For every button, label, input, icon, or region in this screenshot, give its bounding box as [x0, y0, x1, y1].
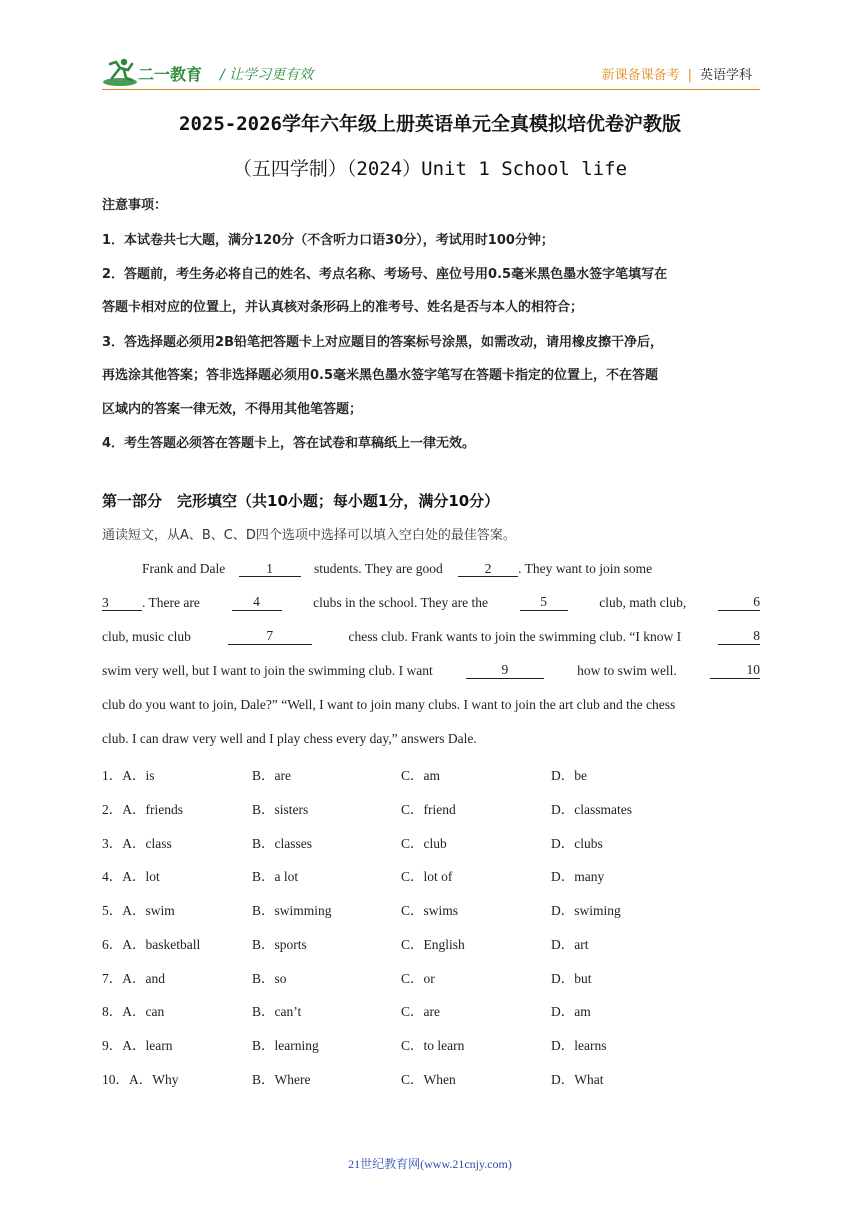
note-line: 1．本试卷共七大题，满分120分（不含听力口语30分），考试用时100分钟； — [102, 233, 554, 248]
option-d: D．many — [551, 869, 605, 884]
option-b: B．can’t — [252, 1004, 302, 1019]
passage-text: Frank and Dale — [142, 561, 226, 576]
page-header — [102, 56, 760, 90]
option-c: C．When — [401, 1072, 456, 1087]
note-line: 再选涂其他答案；答非选择题必须用0.5毫米黑色墨水签字笔写在答题卡指定的位置上，不在答题 — [102, 368, 659, 383]
option-b: B．sports — [252, 937, 307, 952]
option-d: D．be — [551, 768, 587, 783]
header-subject — [602, 64, 752, 83]
blank-10: 10 — [710, 663, 760, 679]
option-d: D．What — [551, 1072, 604, 1087]
option-a: 10．A．Why — [102, 1072, 179, 1087]
question-row — [102, 764, 762, 784]
passage-text: clubs in the school. They are the — [313, 595, 488, 610]
option-a: 3．A．class — [102, 836, 172, 851]
blank-2: 2 — [458, 562, 518, 577]
passage-text: club, music club — [102, 629, 191, 644]
option-a: 7．A．and — [102, 971, 165, 986]
question-row — [102, 967, 762, 987]
blank-3: 3 — [102, 596, 142, 611]
passage-text: . They want to join some — [518, 561, 653, 576]
passage-line — [102, 629, 760, 645]
option-c: C．English — [401, 937, 465, 952]
question-row — [102, 865, 762, 885]
question-row — [102, 832, 762, 852]
option-d: D．clubs — [551, 836, 603, 851]
option-b: B．so — [252, 971, 287, 986]
option-c: C．club — [401, 836, 447, 851]
passage-text: chess club. Frank wants to join the swimming club. “I know I — [348, 629, 682, 644]
option-d: D．swiming — [551, 903, 621, 918]
option-d: D．am — [551, 1004, 591, 1019]
question-row — [102, 1034, 762, 1054]
option-b: B．learning — [252, 1038, 319, 1053]
option-a: 1．A．is — [102, 768, 155, 783]
passage-line: club do you want to join, Dale?” “Well, I want to join many clubs. I want to join the art club and the chess — [102, 697, 676, 712]
passage-text: club, math club, — [599, 595, 687, 610]
option-c: C．are — [401, 1004, 440, 1019]
section-instruction: 通读短文，从A、B、C、D四个选项中选择可以填入空白处的最佳答案。 — [102, 528, 516, 543]
question-row — [102, 798, 762, 818]
option-a: 5．A．swim — [102, 903, 175, 918]
option-a: 9．A．learn — [102, 1038, 173, 1053]
blank-5: 5 — [520, 595, 568, 611]
header-course: 新课备课备考 — [601, 68, 680, 83]
option-c: C．swims — [401, 903, 459, 918]
passage-line — [102, 561, 760, 577]
option-b: B．a lot — [252, 869, 299, 884]
note-line: 答题卡相对应的位置上，并认真核对条形码上的准考号、姓名是否与本人的相符合； — [102, 300, 584, 315]
header-divider — [102, 89, 760, 90]
passage-line — [102, 663, 760, 679]
header-separator: | — [687, 68, 692, 83]
option-c: C．friend — [401, 802, 456, 817]
section-title: 第一部分 完形填空（共10小题；每小题1分，满分10分） — [102, 492, 500, 510]
passage-text: . There are — [142, 595, 200, 610]
passage-text: swim very well, but I want to join the swimming club. I want — [102, 663, 433, 678]
blank-7: 7 — [228, 629, 312, 645]
passage-line: club. I can draw very well and I play chess every day,” answers Dale. — [102, 731, 477, 746]
option-d: D．art — [551, 937, 589, 952]
page-subtitle: （五四学制）（2024）Unit 1 School life — [232, 158, 628, 180]
option-a: 2．A．friends — [102, 802, 183, 817]
option-a: 6．A．basketball — [102, 937, 201, 952]
page-footer: 21世纪教育网(www.21cnjy.com) — [348, 1157, 512, 1171]
option-a: 8．A．can — [102, 1004, 165, 1019]
option-a: 4．A．lot — [102, 869, 160, 884]
note-line: 2．答题前，考生务必将自己的姓名、考点名称、考场号、座位号用0.5毫米黑色墨水签字笔填写在 — [102, 267, 668, 282]
option-d: D．learns — [551, 1038, 607, 1053]
blank-1: 1 — [239, 562, 301, 577]
header-subject-label: 英语学科 — [699, 68, 752, 83]
blank-6: 6 — [718, 595, 760, 611]
option-d: D．but — [551, 971, 592, 986]
option-c: C．lot of — [401, 869, 453, 884]
note-line: 3．答选择题必须用2B铅笔把答题卡上对应题目的答案标号涂黑，如需改动，请用橡皮擦干净后， — [102, 335, 664, 350]
blank-8: 8 — [718, 629, 760, 645]
blank-9: 9 — [466, 663, 544, 679]
option-b: B．are — [252, 768, 291, 783]
option-c: C．or — [401, 971, 435, 986]
option-d: D．classmates — [551, 802, 632, 817]
notes-heading: 注意事项： — [102, 198, 168, 213]
passage-line — [102, 595, 760, 611]
page-title: 2025-2026学年六年级上册英语单元全真模拟培优卷沪教版 — [179, 113, 681, 135]
passage-text: students. They are good — [313, 561, 443, 576]
option-b: B．sisters — [252, 802, 309, 817]
option-c: C．to learn — [401, 1038, 465, 1053]
option-b: B．swimming — [252, 903, 332, 918]
question-row — [102, 1068, 762, 1088]
logo-icon — [102, 56, 212, 90]
blank-4: 4 — [232, 595, 282, 611]
note-line: 区域内的答案一律无效，不得用其他笔答题； — [102, 402, 363, 417]
logo-text: 二一教育 — [138, 65, 203, 84]
question-row — [102, 899, 762, 919]
header-slogan: / 让学习更有效 — [220, 67, 314, 83]
passage-text: how to swim well. — [577, 663, 677, 678]
option-b: B．Where — [252, 1072, 311, 1087]
question-row — [102, 1000, 762, 1020]
option-b: B．classes — [252, 836, 312, 851]
question-row — [102, 933, 762, 953]
note-line: 4．考生答题必须答在答题卡上，答在试卷和草稿纸上一律无效。 — [102, 436, 476, 451]
option-c: C．am — [401, 768, 440, 783]
